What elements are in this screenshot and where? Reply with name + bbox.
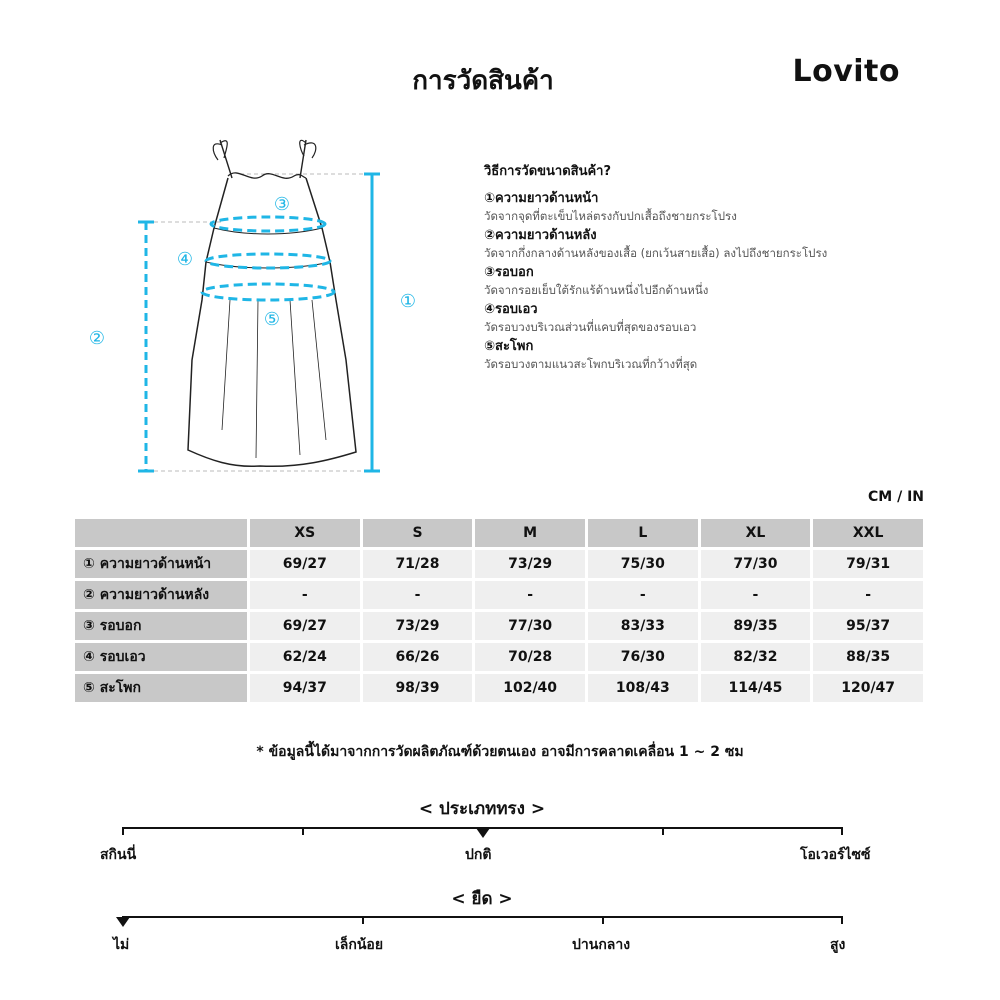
table-cell: 75/30 [588,550,698,578]
guide-item-desc: วัดรอบวงบริเวณส่วนที่แคบที่สุดของรอบเอว [484,320,697,334]
marker-4: ④ [176,249,194,270]
guide-item [484,265,954,299]
row-label: ③ รอบอก [75,612,247,640]
guide-item [484,339,954,373]
marker-3: ③ [273,194,291,215]
table-cell: 73/29 [363,612,473,640]
table-cell: 120/47 [813,674,923,702]
stretch-label-none: ไม่ [113,937,130,953]
guide-item-title: ④รอบเอว [484,302,538,317]
dress-measurement-diagram [60,120,440,490]
unit-label: CM / IN [868,489,924,505]
table-row [75,581,923,609]
column-header: L [588,519,698,547]
table-cell: 88/35 [813,643,923,671]
stretch-scale-title: < ยืด > [451,889,513,909]
guide-item-desc: วัดจากรอยเย็บใต้รักแร้ด้านหนึ่งไปอีกด้านหนึ่ง [484,283,709,297]
stretch-scale-tick [841,916,843,924]
guide-item-title: ③รอบอก [484,265,534,280]
stretch-scale-tick [602,916,604,924]
fit-scale-tick [841,827,843,835]
table-cell: 77/30 [475,612,585,640]
table-row [75,550,923,578]
table-corner [75,519,247,547]
guide-heading: วิธีการวัดขนาดสินค้า? [484,164,612,179]
table-cell: 108/43 [588,674,698,702]
table-cell: - [588,581,698,609]
table-cell: 71/28 [363,550,473,578]
guide-item-desc: วัดจากจุดที่ตะเข็บไหล่ตรงกับปกเสื้อถึงชายกระโปรง [484,209,737,223]
guide-item-title: ①ความยาวด้านหน้า [484,191,599,206]
measurement-note: * ข้อมูลนี้ได้มาจากการวัดผลิตภัณฑ์ด้วยตนเอง อาจมีการคลาดเคลื่อน 1 ~ 2 ซม [256,744,744,760]
guide-item [484,302,954,336]
fit-selected-marker-icon [476,828,490,838]
brand-logo: Lovito [792,54,900,89]
row-label: ⑤ สะโพก [75,674,247,702]
stretch-label-high: สูง [830,937,846,953]
table-cell: 102/40 [475,674,585,702]
stretch-selected-marker-icon [116,917,130,927]
row-label: ④ รอบเอว [75,643,247,671]
fit-scale-tick [122,827,124,835]
row-label: ① ความยาวด้านหน้า [75,550,247,578]
guide-item-desc: วัดจากกึ่งกลางด้านหลังของเสื้อ (ยกเว้นสายเสื้อ) ลงไปถึงชายกระโปรง [484,246,828,260]
table-row [75,612,923,640]
fit-label-regular: ปกติ [465,847,492,863]
size-table [72,516,926,705]
table-cell: 83/33 [588,612,698,640]
table-cell: 70/28 [475,643,585,671]
guide-item-title: ②ความยาวด้านหลัง [484,228,597,243]
stretch-scale-line [122,916,843,918]
table-header-row [75,519,923,547]
row-label: ② ความยาวด้านหลัง [75,581,247,609]
measurement-guide [484,160,954,376]
marker-1: ① [399,291,417,312]
table-cell: 114/45 [701,674,811,702]
guide-item-desc: วัดรอบวงตามแนวสะโพกบริเวณที่กว้างที่สุด [484,357,698,371]
column-header: M [475,519,585,547]
fit-scale-tick [302,827,304,835]
table-cell: - [250,581,360,609]
column-header: XS [250,519,360,547]
table-cell: - [475,581,585,609]
table-cell: - [701,581,811,609]
table-cell: 66/26 [363,643,473,671]
stretch-scale-tick [362,916,364,924]
table-cell: - [363,581,473,609]
stretch-label-slight: เล็กน้อย [335,937,384,953]
table-cell: 77/30 [701,550,811,578]
column-header: S [363,519,473,547]
table-cell: 73/29 [475,550,585,578]
table-cell: 94/37 [250,674,360,702]
fit-scale-title: < ประเภททรง > [418,799,546,819]
column-header: XXL [813,519,923,547]
table-cell: 95/37 [813,612,923,640]
fit-label-oversize: โอเวอร์ไซซ์ [800,847,871,863]
table-cell: 62/24 [250,643,360,671]
table-cell: 69/27 [250,550,360,578]
fit-label-skinny: สกินนี่ [100,847,137,863]
table-cell: 79/31 [813,550,923,578]
guide-item [484,228,954,262]
page-title: การวัดสินค้า [412,66,554,96]
fit-scale-tick [662,827,664,835]
guide-item [484,191,954,225]
guide-item-title: ⑤สะโพก [484,339,534,354]
stretch-label-medium: ปานกลาง [572,937,631,953]
column-header: XL [701,519,811,547]
table-cell: 69/27 [250,612,360,640]
table-row [75,643,923,671]
table-cell: - [813,581,923,609]
table-cell: 82/32 [701,643,811,671]
table-cell: 76/30 [588,643,698,671]
table-row [75,674,923,702]
table-cell: 98/39 [363,674,473,702]
marker-5: ⑤ [263,309,281,330]
table-cell: 89/35 [701,612,811,640]
marker-2: ② [88,328,106,349]
